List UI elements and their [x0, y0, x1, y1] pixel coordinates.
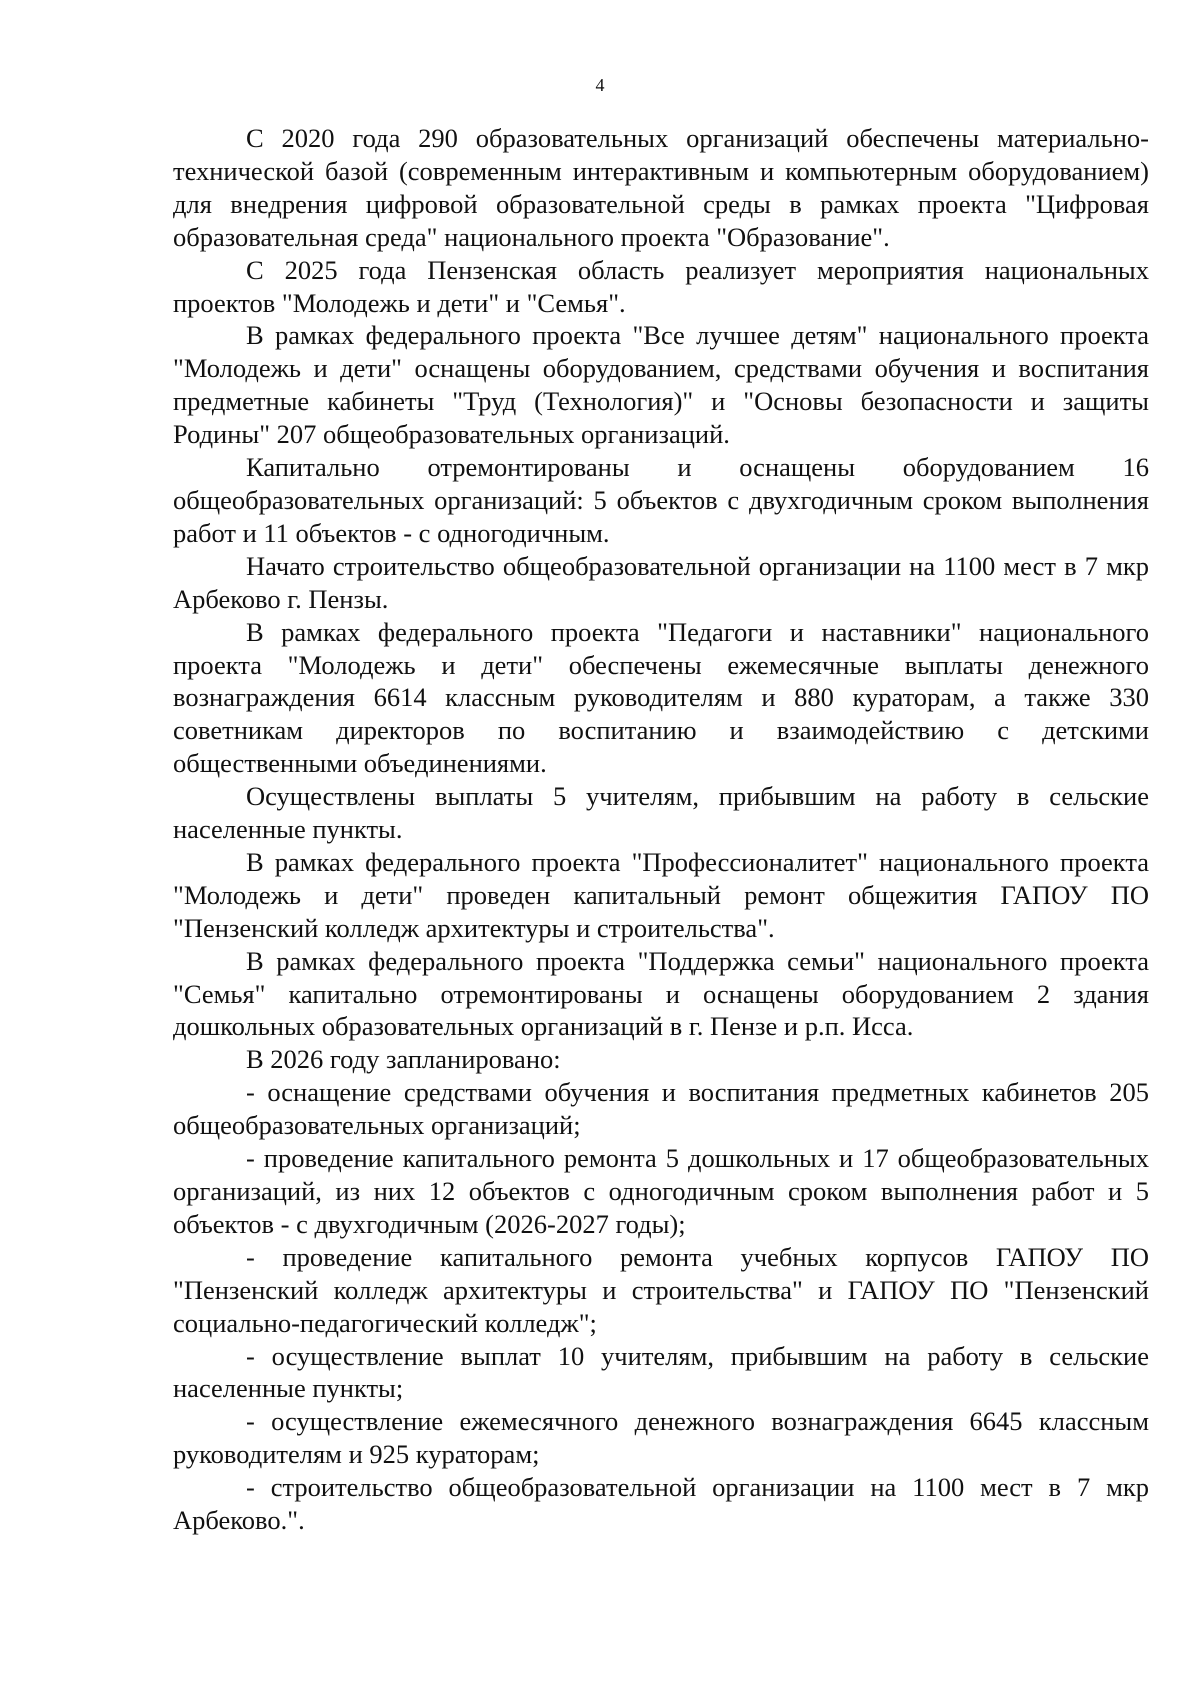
paragraph-professionalitet: В рамках федерального проекта "Профессионалитет" национального проекта "Молодежь и дети" проведен капитальный ремонт общежития ГАПОУ ПО "Пензенский колледж архитектуры и строительства".	[173, 846, 1149, 943]
paragraph-plans-2026: В 2026 году запланировано:	[246, 1044, 561, 1075]
paragraph-rural-teachers: Осуществлены выплаты 5 учителям, прибывшим на работу в сельские населенные пункты.	[173, 781, 1149, 845]
page-number: 4	[595, 75, 605, 95]
paragraph-family-support: В рамках федерального проекта "Поддержка семьи" национального проекта "Семья" капитально отремонтированы и оснащены оборудованием 2 здания дошкольных образовательных организаций в г. Пензе и р.п. Исса.	[173, 945, 1149, 1042]
list-item-school-construction: - строительство общеобразовательной организации на 1100 мест в 7 мкр Арбеково.".	[173, 1472, 1149, 1536]
paragraph-teachers-mentors: В рамках федерального проекта "Педагоги и наставники" национального проекта "Молодежь и дети" обеспечены ежемесячные выплаты денежного вознаграждения 6614 классным руководителям и 880 кураторам, а также 330 советникам директоров по воспитанию и взаимодействию с детскими общественными объединениями.	[173, 616, 1149, 779]
list-item-college-repair: - проведение капитального ремонта учебных корпусов ГАПОУ ПО "Пензенский колледж архитектуры и строительства" и ГАПОУ ПО "Пензенский социально-педагогический колледж";	[173, 1241, 1149, 1338]
paragraph-national-projects: С 2025 года Пензенская область реализует мероприятия национальных проектов "Молодежь и дети" и "Семья".	[173, 254, 1149, 318]
paragraph-construction: Начато строительство общеобразовательной организации на 1100 мест в 7 мкр Арбеково г. Пензы.	[173, 550, 1149, 614]
paragraph-best-for-children: В рамках федерального проекта "Все лучшее детям" национального проекта "Молодежь и дети" оснащены оборудованием, средствами обучения и воспитания предметные кабинеты "Труд (Технология)" и "Основы безопасности и защиты Родины" 207 общеобразовательных организаций.	[173, 320, 1149, 450]
list-item-capital-repair: - проведение капитального ремонта 5 дошкольных и 17 общеобразовательных организаций, из них 12 объектов с одногодичным сроком выполнения работ и 5 объектов - с двухгодичным (2026-2027 годы);	[173, 1143, 1149, 1239]
list-item-monthly-reward: - осуществление ежемесячного денежного вознаграждения 6645 классным руководителям и 925 кураторам;	[173, 1406, 1149, 1470]
list-item-rural-payments: - осуществление выплат 10 учителям, прибывшим на работу в сельские населенные пункты;	[173, 1340, 1149, 1404]
list-item-equipment: - оснащение средствами обучения и воспитания предметных кабинетов 205 общеобразовательных организаций;	[173, 1077, 1149, 1141]
paragraph-digital-environment: С 2020 года 290 образовательных организаций обеспечены материально-технической базой (современным интерактивным и компьютерным оборудованием) для внедрения цифровой образовательной среды в рамках проекта "Цифровая образовательная среда" национального проекта "Образование".	[173, 123, 1149, 252]
document-body	[173, 122, 1149, 1537]
paragraph-capital-repair: Капитально отремонтированы и оснащены оборудованием 16 общеобразовательных организаций: 5 объектов с двухгодичным сроком выполнения работ и 11 объектов - с одногодичным.	[173, 452, 1149, 548]
